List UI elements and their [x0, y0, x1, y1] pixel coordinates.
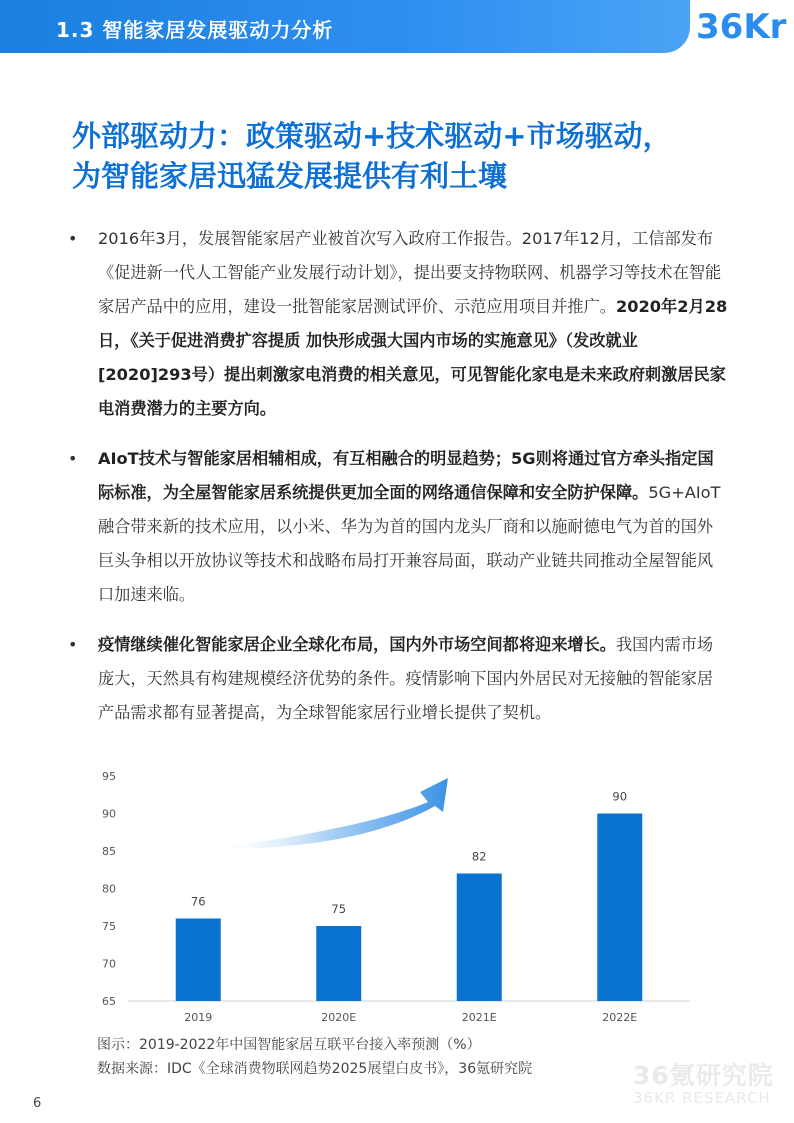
bullet-marker: •: [68, 449, 78, 468]
y-tick-label: 95: [102, 770, 116, 783]
bullet-item-policy: [68, 222, 728, 426]
bar-2021E: [457, 874, 502, 1002]
watermark-cn: 36氪研究院: [633, 1061, 774, 1090]
bar-value-label: 75: [331, 902, 347, 916]
bullet-text-bold: AIoT技术与智能家居相辅相成，有互相融合的明显趋势；5G则将通过官方牵头指定国际标准，为全屋智能家居系统提供更加全面的网络通信保障和安全防护保障。: [98, 449, 714, 502]
bullet-marker: •: [68, 229, 78, 248]
y-tick-label: 65: [102, 995, 116, 1008]
bar-2019: [176, 919, 221, 1002]
bullet-item-technology: [68, 442, 728, 612]
x-tick-label: 2021E: [461, 1011, 497, 1024]
bullet-text-regular: 我国内需市场庞大，天然具有构建规模经济优势的条件。疫情影响下国内外居民对无接触的智能家居产品需求都有显著提高，为全球智能家居行业增长提供了契机。: [98, 635, 714, 722]
y-tick-label: 85: [102, 845, 116, 858]
source-caption: 数据来源：IDC《全球消费物联网趋势2025展望白皮书》，36氪研究院: [97, 1061, 533, 1077]
bullet-item-market: [68, 628, 728, 730]
y-tick-label: 70: [102, 957, 116, 971]
figure-caption: 图示：2019-2022年中国智能家居互联平台接入率预测（%）: [97, 1037, 481, 1053]
bar-2022E: [597, 814, 642, 1002]
bullet-text-regular: 5G+AIoT融合带来新的技术应用，以小米、华为为首的国内龙头厂商和以施耐德电气为首的国外巨头争相以开放协议等技术和战略布局打开兼容局面，联动产业链共同推动全屋智能风口加速来临。: [98, 483, 721, 604]
header-bar: [0, 0, 690, 53]
x-tick-label: 2022E: [602, 1011, 638, 1024]
bullet-text-regular: 2016年3月，发展智能家居产业被首次写入政府工作报告。2017年12月，工信部发布《促进新一代人工智能产业发展行动计划》，提出要支持物联网、机器学习等技术在智能家居产品中的应用，建设一批智能家居测试评价、示范应用项目并推广。: [98, 229, 722, 316]
page-number: 6: [33, 1096, 42, 1111]
section-title: 1.3 智能家居发展驱动力分析: [56, 18, 334, 42]
bar-chart: [90, 762, 710, 1032]
headline-line-2: 为智能家居迅猛发展提供有利土壤: [72, 159, 508, 193]
x-tick-label: 2019: [184, 1011, 213, 1024]
y-tick-label: 90: [102, 807, 116, 821]
bar-value-label: 76: [190, 894, 206, 909]
page-headline: [72, 116, 752, 196]
bullet-text-bold: 疫情继续催化智能家居企业全球化布局，国内外市场空间都将迎来增长。: [98, 635, 616, 654]
y-tick-label: 75: [102, 920, 116, 933]
growth-arrow-icon: [210, 778, 448, 849]
watermark-en: 36KR RESEARCH: [633, 1089, 771, 1107]
bullet-text-bold: 2020年2月28日，《关于促进消费扩容提质 加快形成强大国内市场的实施意见》（发改就业[2020]293号）提出刺激家电消费的相关意见，可见智能化家电是未来政府刺激居民家电消费潜力的主要方向。: [98, 297, 728, 418]
bar-value-label: 90: [612, 789, 628, 804]
x-tick-label: 2020E: [321, 1011, 357, 1024]
bar-value-label: 82: [471, 849, 487, 864]
y-tick-label: 80: [102, 882, 116, 896]
bar-chart-svg: [90, 762, 710, 1032]
bar-2020E: [316, 926, 361, 1001]
bullet-marker: •: [68, 635, 78, 654]
headline-line-1: 外部驱动力：政策驱动+技术驱动+市场驱动，: [72, 119, 672, 153]
36kr-logo: [694, 0, 794, 53]
bullet-list: [68, 222, 728, 746]
logo-text: 36Kr: [696, 7, 787, 47]
